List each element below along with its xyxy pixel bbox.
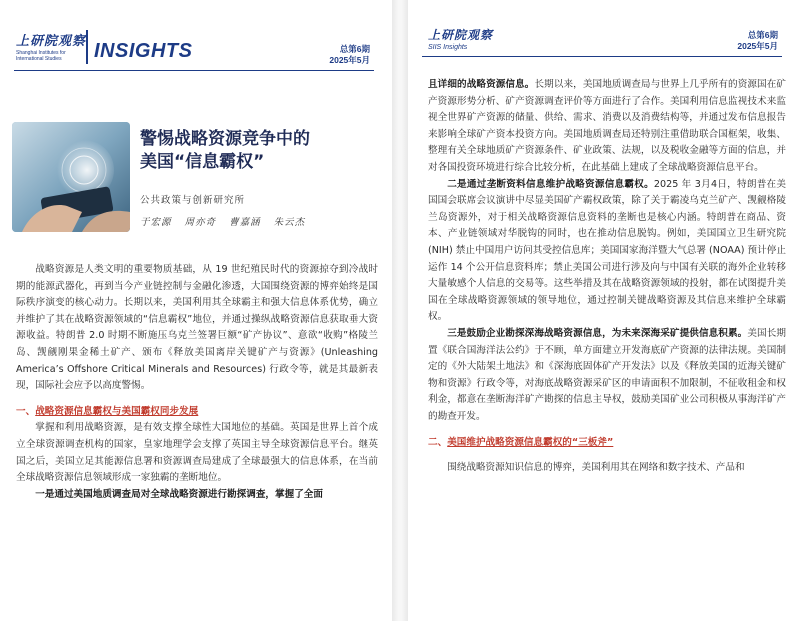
section-number: 一、: [16, 405, 36, 417]
brand-subtitle: Shanghai Institutes for International Studies: [16, 50, 66, 62]
title-line-2: 美国“信息霸权”: [140, 152, 265, 172]
organization: 公共政策与创新研究所: [140, 195, 246, 206]
author: 周亦奇: [184, 217, 217, 228]
issue-number: 总第6期: [339, 44, 370, 54]
header-divider: [86, 30, 88, 64]
hero-image: [12, 122, 130, 232]
brand-name: 上研院观察: [16, 34, 87, 49]
issue-info: [737, 30, 778, 52]
paragraph: 掌握和利用战略资源，是有效支撑全球性大国地位的基础。英国是世界上首个成立全球资源调查机构的国家，皇家地理学会支撑了英国主导全球资源信息平台。继英国之后，美国立足其能源信息署和资源调查局建成了全球最强大的信息体系，在当前全球战略资源信息领域形成一家独霸的垄断地位。: [16, 422, 378, 484]
article-title: [140, 128, 380, 174]
paragraph: [428, 177, 786, 326]
publisher-logo: [16, 30, 86, 62]
right-body-text: [428, 77, 786, 477]
paragraph-lead: 一是通过美国地质调查局对全球战略资源进行勘探调查，掌握了全面: [35, 488, 323, 500]
section-title: 战略资源信息霸权与美国霸权同步发展: [35, 405, 199, 417]
section-heading-1: [16, 404, 378, 421]
brand-subtitle: SIIS Insights: [428, 44, 468, 51]
brand-name: 上研院观察: [428, 28, 494, 42]
paragraph-lead: 二是通过垄断资料信息维护战略资源信息霸权。: [447, 178, 654, 190]
title-line-1: 警惕战略资源竞争中的: [140, 129, 310, 149]
page-gutter: [392, 0, 408, 621]
paragraph: [428, 326, 786, 426]
right-page: [408, 0, 800, 621]
author: 曹嘉涵: [229, 217, 261, 228]
issue-date: 2025年5月: [329, 55, 370, 65]
series-title: INSIGHTS: [94, 40, 193, 62]
issue-number: 总第6期: [747, 30, 778, 40]
publisher-logo: [428, 26, 493, 51]
author: 朱云杰: [273, 217, 306, 228]
author-list: [140, 214, 314, 228]
paragraph: 围绕战略资源知识信息的博弈，美国利用其在网络和数字技术、产品和: [447, 462, 745, 474]
author: 于宏源: [140, 217, 172, 228]
paragraph: [428, 77, 786, 177]
intro-paragraph: 战略资源是人类文明的重要物质基础，从 19 世纪殖民时代的资源掠夺到冷战时期的能源武器化，再到当今产业链控制与金融化渗透，大国围绕资源的博弈始终是国际秩序演变的核心动力。长期以来，美国利用其全球霸主和强大信息体系优势，确立并维护了其在战略资源领域的“信息霸权”地位，并通过操纵战略资源信息获取垂大资源收益。特朗普 2.0 时期不断施压乌克兰签署巨额“矿产协议”、意欲“收购”格陵兰岛、觊觎刚果金稀土矿产、颁布《释放美国离岸关键矿产与资源》(Unleashing America’s Offshore Critical Minerals and Resources) 行政令等，就是其最新表现，国际社会应予以高度警惕。: [16, 264, 378, 392]
section-number: 二、: [428, 437, 448, 449]
section-title: 美国维护战略资源信息霸权的“三板斧”: [447, 437, 614, 449]
issue-info: [329, 44, 370, 66]
paragraph-text: 长期以来，美国地质调查局与世界上几乎所有的资源国在矿产资源形势分析、矿产资源调查评价等方面进行了合作。美国利用信息监视技术来监视全世界矿产资源的储量、供给、需求、消费以及消费结构等，并通过发布信息报告来影响全球矿产资本投资方向。美国地质调查局还特别注重借助联合国框架，收集、整理有关全球地质矿产资源条件、矿业政策、法规，以及税收金融等方面的信息，并对各国投资环境进行综合比较分析，在此基础上建成了全球战略资源信息平台。: [428, 79, 787, 173]
section-heading-2: [428, 435, 786, 452]
left-body-text: [16, 262, 378, 503]
left-page: [0, 0, 392, 621]
issue-date: 2025年5月: [737, 41, 778, 51]
paragraph-text: 2025 年 3月4日，特朗普在美国国会联席会议演讲中尽显美国矿产霸权政策，除了关于霸凌乌克兰矿产、觊觎格陵兰岛资源外，对于相关战略资源信息资料的垄断也是核心内涵。特朗普在商品、资本、产业链领域对华脱钩的同时，也在推动信息脱钩。例如，美国国立卫生研究院(NIH) 禁止中国用户访问其受控信息库；美国国家海洋暨大气总署 (NOAA) 预计停止运作 14 个公开信息资料库；禁止美国公司进行涉及向与中国有关联的海外企业转移大量敏感个人信息的交易等。这些举措及其在战略资源领域的投射，都在试图提升美国在全球战略资源领域的领导地位，通过控制关键战略资源及其信息来维护全球霸权。: [428, 178, 786, 323]
paragraph-text: 美国长期置《联合国海洋法公约》于不顾，单方面建立开发海底矿产资源的法律法规。美国制定的《外大陆架土地法》和《深海底固体矿产开发法》以及《释放美国的近海关键矿物和资源》行政令等，对海底战略资源采矿区的申请面积不加限制，不征收租金和权利金，都意在垄断海洋矿产勘探的信息主导权，鼓励美国矿业公司积极从事海洋矿产的勘查开发。: [428, 327, 787, 422]
paragraph-lead: 三是鼓励企业勘探深海战略资源信息，为未来深海采矿提供信息积累。: [447, 327, 748, 339]
header-rule: [422, 56, 782, 57]
paragraph-lead: 且详细的战略资源信息。: [428, 79, 535, 90]
header-rule: [14, 70, 374, 71]
